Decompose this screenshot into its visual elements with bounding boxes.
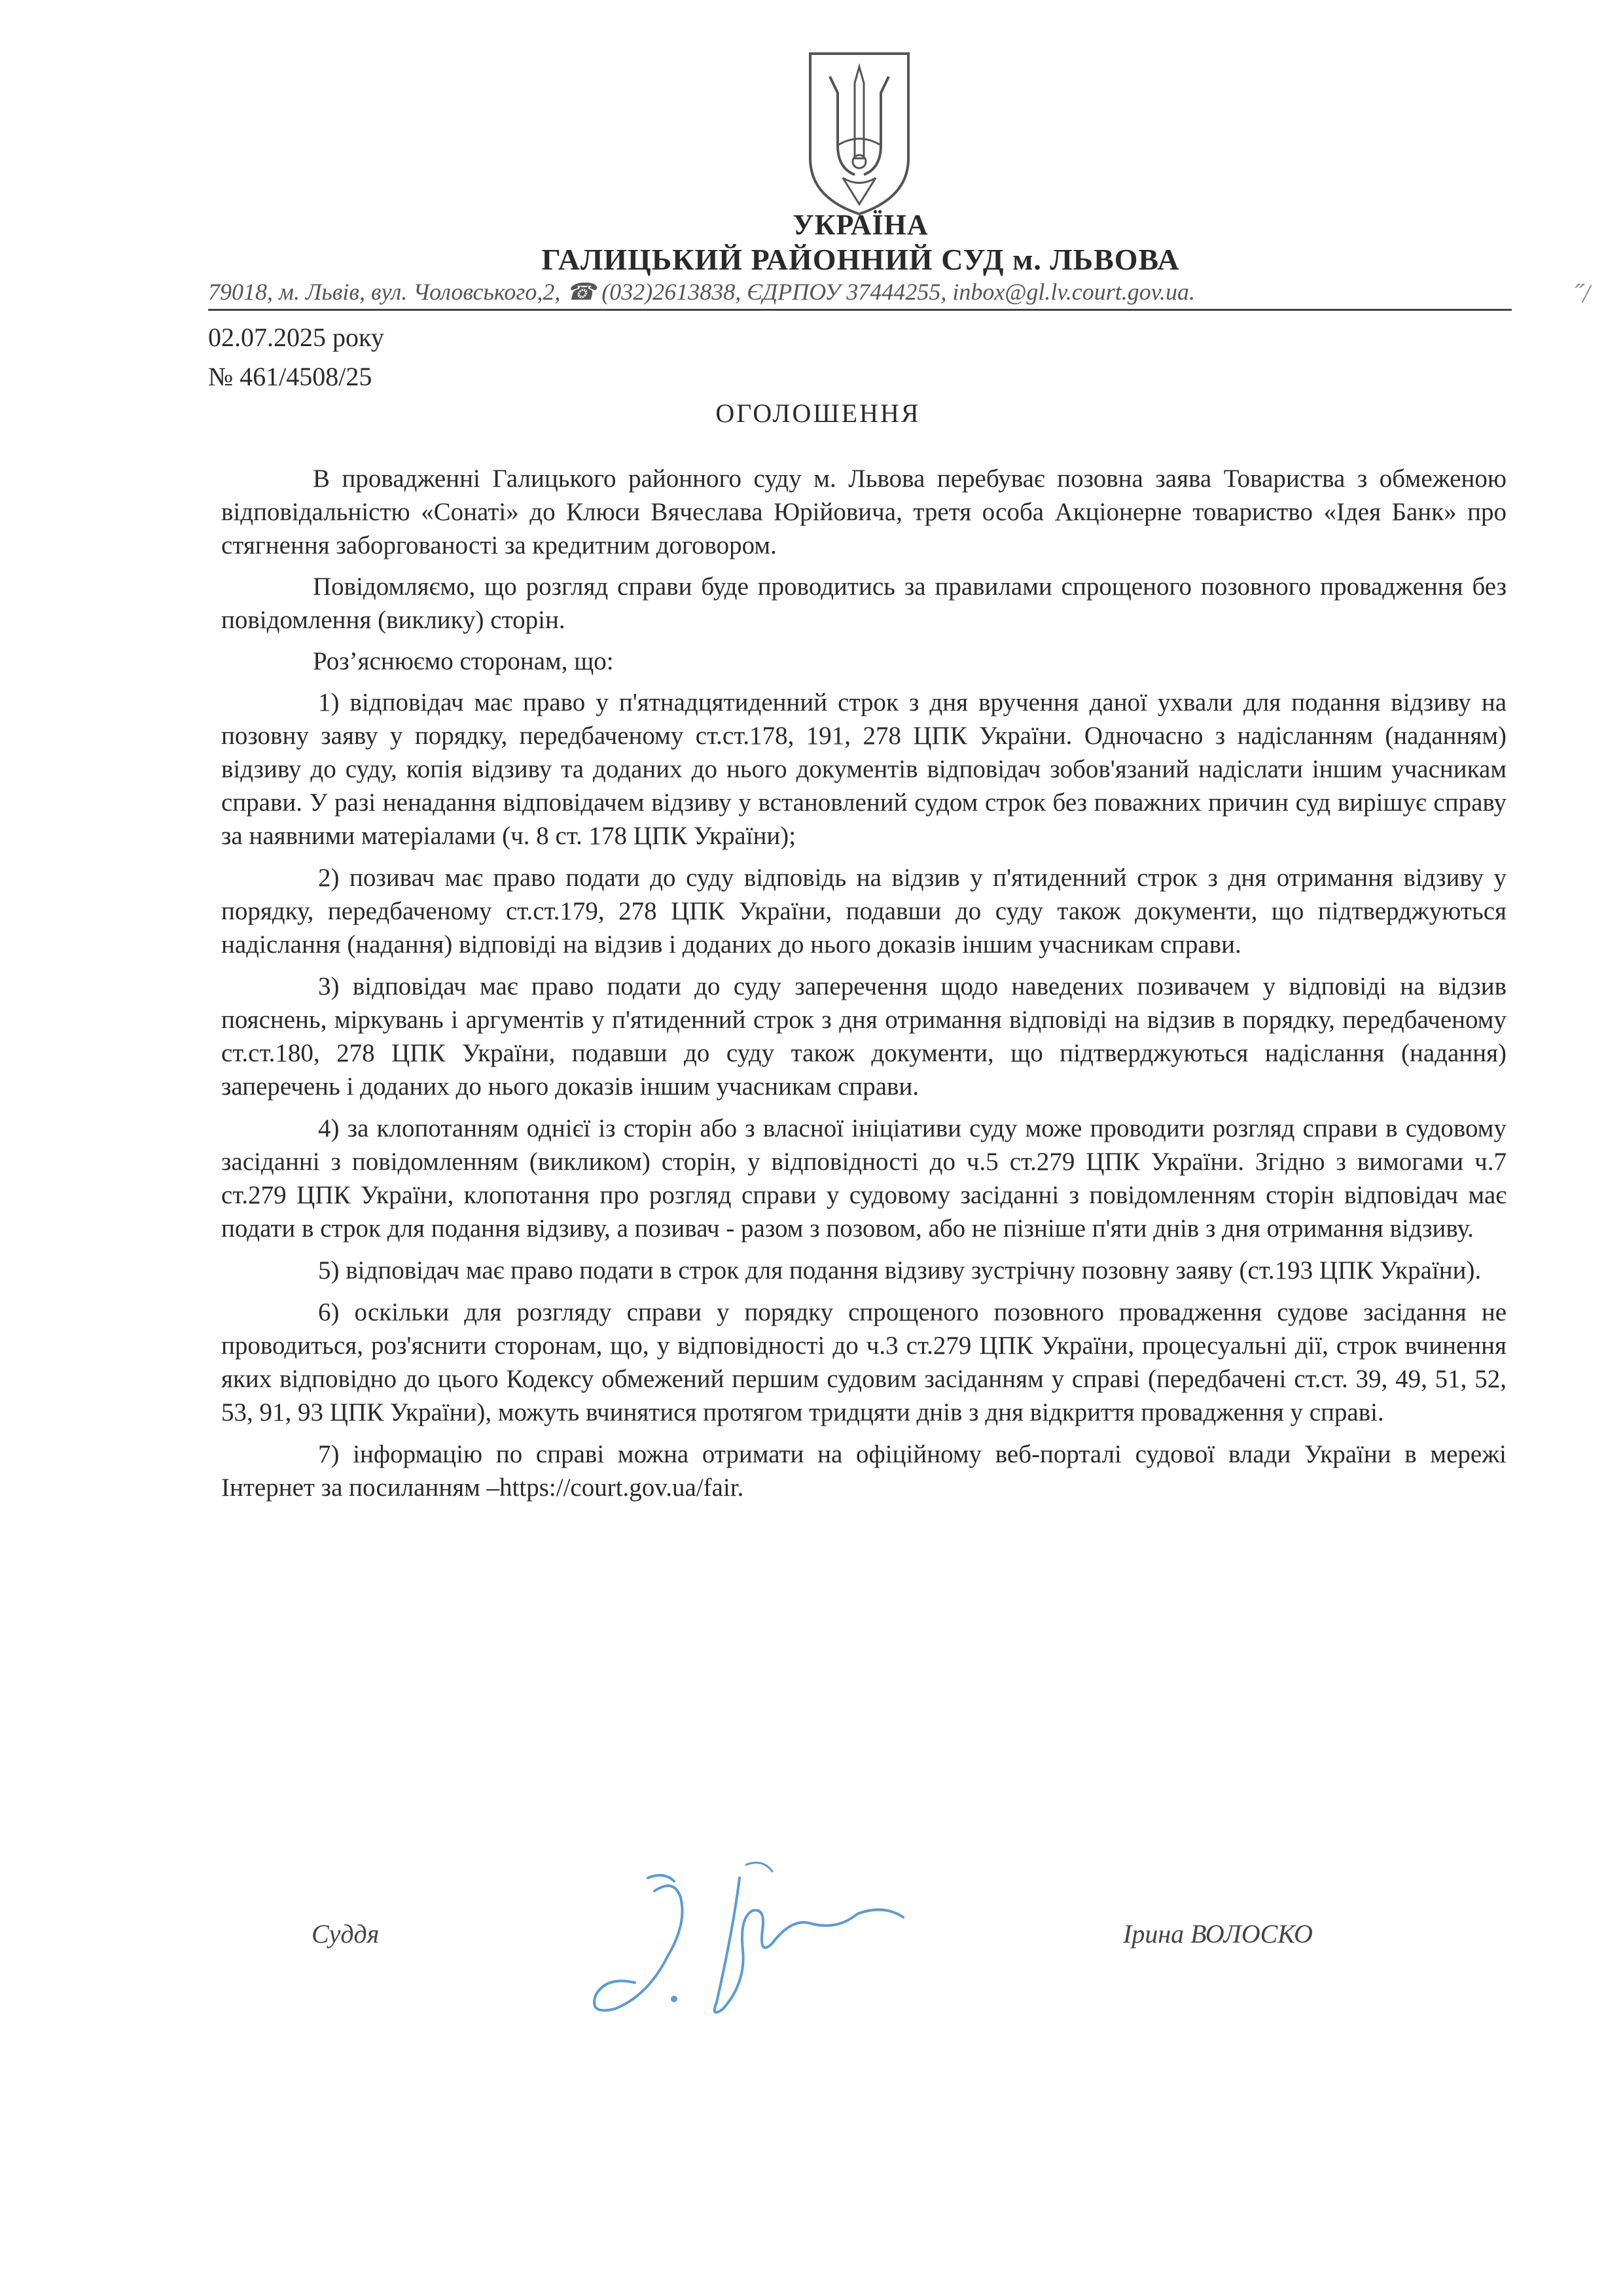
paragraph-procedure: Повідомляємо, що розгляд справи буде проводитись за правилами спрощеного позовного провадження без повідомлення (виклику) сторін. [221, 573, 1507, 634]
paragraph-intro: В провадженні Галицького районного суду м. Львова перебуває позовна заява Товариства з обмеженою відповідальністю «Сонаті» до Клюси Вячеслава Юрійовича, третя особа Акціонерне товариство «Ідея Банк» про стягнення заборгованості за кредитним договором. [221, 465, 1507, 559]
header-divider [208, 309, 1512, 311]
list-item: 1) відповідач має право у п'ятнадцятиденний строк з дня вручення даної ухвали для подання відзиву на позовну заяву у порядку, передбаченому ст.ст.178, 191, 278 ЦПК України. Одночасно з надісланням (наданням) відзиву до суду, копія відзиву та доданих до нього документів відповідач зобов'язаний надіслати іншим учасникам справи. У разі ненадання відповідачем відзиву у встановлений судом строк без поважних причин суд вирішує справу за наявними матеріалами (ч. 8 ст. 178 ЦПК України); [221, 688, 1507, 850]
judge-name: Ірина ВОЛОСКО [1123, 1919, 1313, 1949]
document-date: 02.07.2025 року [208, 323, 384, 352]
announcement-body [221, 462, 1507, 1513]
judge-role: Суддя [312, 1919, 380, 1949]
list-item: 3) відповідач має право подати до суду заперечення щодо наведених позивачем у відповіді на відзив пояснень, міркувань і аргументів у п'ятиденний строк з дня отримання відповіді на відзив в порядку, передбаченому ст.ст.180, 278 ЦПК України, подавши до суду також документи, що підтверджуються надіслання (надання) заперечень і доданих до нього доказів іншим учасникам справи. [221, 972, 1507, 1101]
paragraph-explain: Роз’яснюємо сторонам, що: [313, 647, 614, 675]
list-item: 4) за клопотанням однієї із сторін або з власної ініціативи суду може проводити розгляд справи в судовому засіданні з повідомленням (викликом) сторін, у відповідності до ч.5 ст.279 ЦПК України. Згідно з вимогами ч.7 ст.279 ЦПК України, клопотання про розгляд справи у судовому засіданні з повідомленням сторін відповідач має подати в строк для подання відзиву, а позивач - разом з позовом, або не пізніше п'яти днів з дня отримання відзиву. [221, 1114, 1507, 1243]
list-item: 5) відповідач має право подати в строк для подання відзиву зустрічну позовну заяву (ст.193 ЦПК України). [318, 1256, 1482, 1284]
country-name: УКРАЇНА [793, 209, 929, 241]
handwritten-signature-icon [576, 1852, 942, 2035]
court-name: ГАЛИЦЬКИЙ РАЙОННИЙ СУД м. ЛЬВОВА [541, 243, 1180, 276]
case-number: № 461/4508/25 [208, 362, 372, 391]
margin-mark: ˝/ [1574, 279, 1590, 308]
court-address: 79018, м. Львів, вул. Чоловського,2, ☎ (032)2613838, ЄДРПОУ 37444255, inbox@gl.lv.court.gov.ua. [208, 279, 1196, 305]
list-item: 6) оскільки для розгляду справи у порядку спрощеного позовного провадження судове засідання не проводиться, роз'яснити сторонам, що, у відповідності до ч.3 ст.279 ЦПК України, процесуальні дії, строк вчинення яких відповідно до цього Кодексу обмежений першим судовим засіданням у справі (передбачені ст.ст. 39, 49, 51, 52, 53, 91, 93 ЦПК України), можуть вчинятися протягом тридцяти днів з дня відкриття провадження у справі. [221, 1298, 1507, 1426]
document-title: ОГОЛОШЕННЯ [715, 398, 921, 428]
list-item: 7) інформацію по справі можна отримати на офіційному веб-порталі судової влади України в мережі Інтернет за посиланням –https://court.gov.ua/fair. [221, 1440, 1507, 1502]
list-item: 2) позивач має право подати до суду відповідь на відзив у п'ятиденний строк з дня отримання відзиву у порядку, передбаченому ст.ст.179, 278 ЦПК України, подавши до суду також документи, що підтверджуються надіслання (надання) відповіді на відзив і доданих до нього доказів іншим учасникам справи. [221, 864, 1507, 959]
trident-emblem-icon [804, 47, 915, 217]
